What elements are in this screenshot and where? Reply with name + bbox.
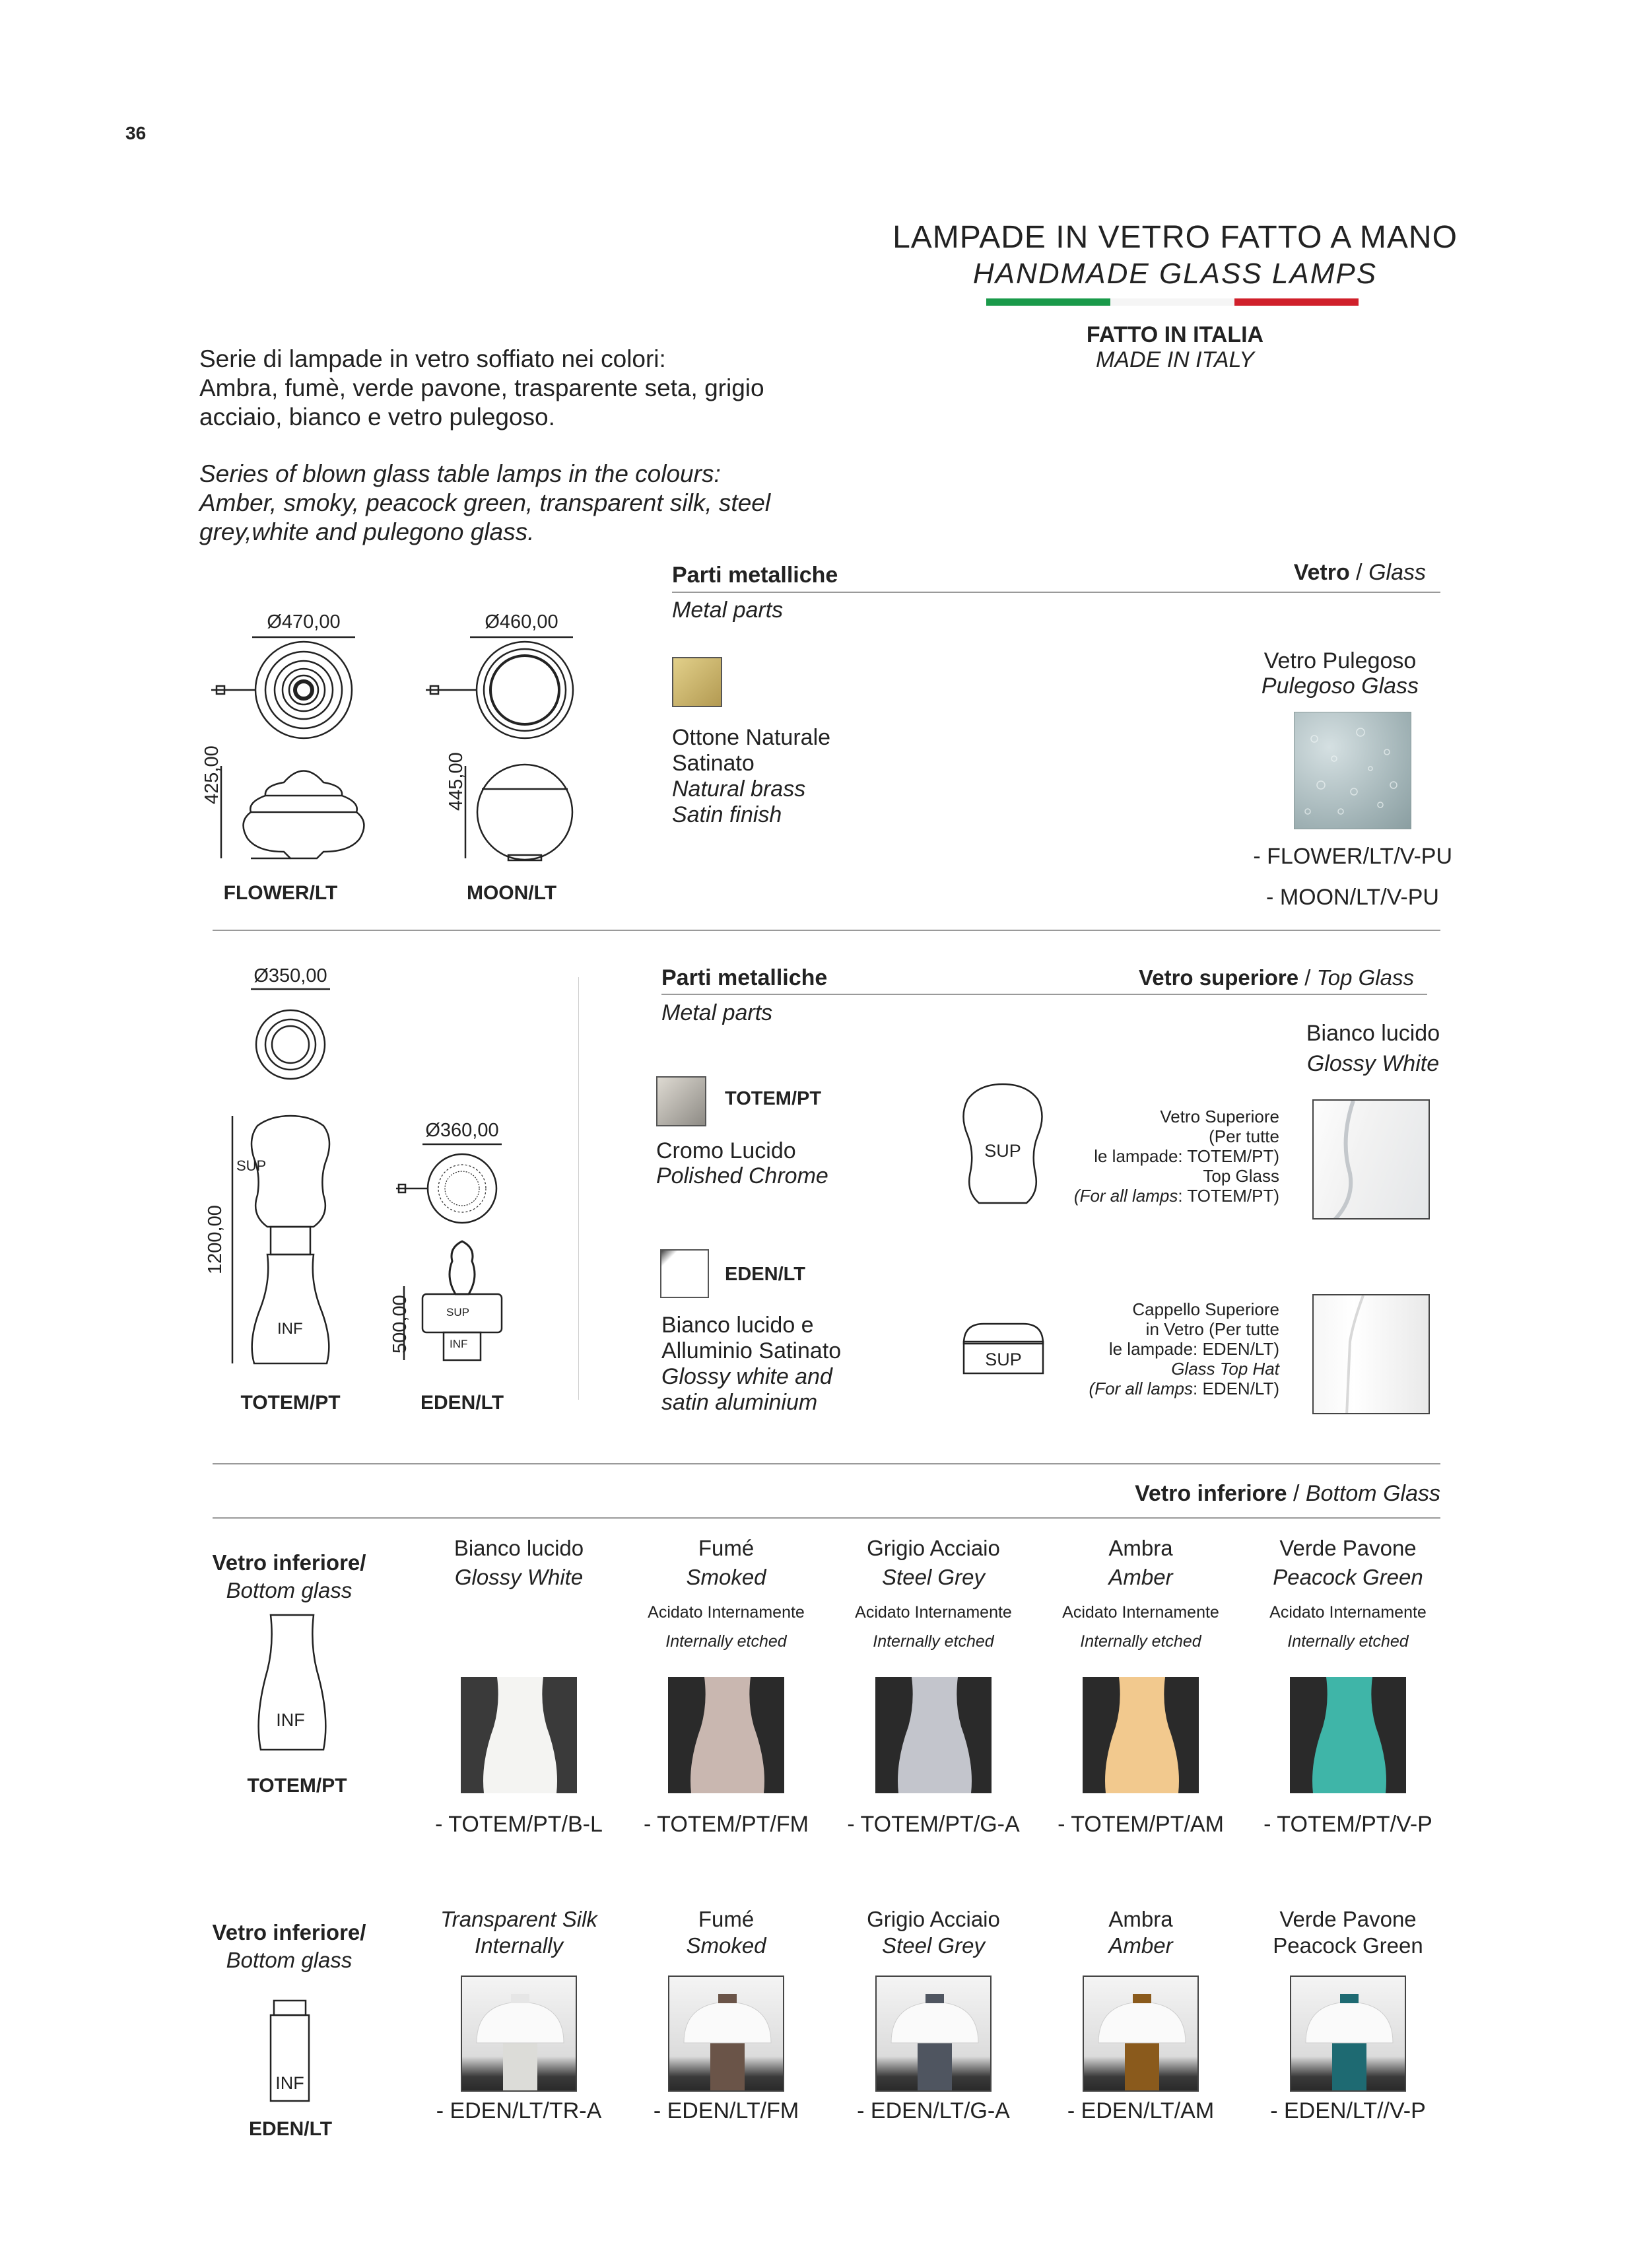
totem-variant-color-it: Bianco lucido (454, 1536, 584, 1560)
totem-variant-glass-fill (1105, 1677, 1179, 1793)
s2-metal-heading: Parti metalliche (661, 965, 828, 990)
s1-metal-heading: Parti metalliche (672, 563, 838, 588)
totem-plan-drawing (251, 989, 330, 1079)
totem-variant-photo (668, 1677, 784, 1793)
section1-divider (213, 930, 1440, 931)
eden-inf-label: INF (450, 1338, 468, 1350)
eden-top-sup-label: SUP (985, 1350, 1022, 1369)
eden-diameter: Ø360,00 (425, 1120, 499, 1141)
totem-row-side-it: Vetro inferiore/ (212, 1550, 366, 1575)
totem-variant-color-en: Glossy White (454, 1565, 584, 1589)
totem-variant-photo (1290, 1677, 1406, 1793)
bottom-glass-heading: Vetro inferiore / Bottom Glass (1135, 1481, 1440, 1506)
eden-metal-swatch (660, 1249, 709, 1298)
eden-height: 500,00 (389, 1295, 411, 1354)
eden-variant-top-knob (718, 1994, 737, 2003)
s2-top-glass-heading: Vetro superiore / Top Glass (1139, 965, 1414, 990)
flag-white-stripe (1110, 298, 1234, 306)
pulegoso-bubbles (1295, 712, 1411, 829)
totem-diameter: Ø350,00 (253, 965, 327, 986)
totem-variant-color-it: Verde Pavone (1279, 1536, 1417, 1560)
eden-variant-photo (1290, 1976, 1406, 2092)
flag-green-stripe (986, 298, 1110, 306)
eden-bottom-cap (274, 2001, 306, 2015)
totem-variant-etched-en: Internally etched (873, 1632, 994, 1651)
flower-plan-drawing (211, 637, 355, 738)
totem-variant-glass-fill (483, 1677, 557, 1793)
flower-height: 425,00 (201, 745, 222, 804)
title-english: HANDMADE GLASS LAMPS (972, 258, 1378, 290)
moon-model-label: MOON/LT (466, 882, 557, 904)
totem-variant-color-en: Steel Grey (882, 1565, 985, 1589)
flag-red-stripe (1234, 298, 1359, 306)
totem-inf-label: INF (277, 1320, 303, 1338)
totem-variant-etched-en: Internally etched (1287, 1632, 1409, 1651)
totem-variant-etched-it: Acidato Internamente (1269, 1603, 1427, 1622)
chrome-it: Cromo Lucido (656, 1138, 796, 1163)
totem-bottom-inf-label: INF (276, 1710, 305, 1730)
eden-variant-top-hat (891, 2002, 978, 2043)
eden-variant-color-it: Grigio Acciaio (867, 1907, 1000, 1931)
pulegoso-swatch-photo (1294, 712, 1411, 829)
totem-variant-code: - TOTEM/PT/FM (644, 1812, 809, 1837)
intro-italian: Serie di lampade in vetro soffiato nei colori: Ambra, fumè, verde pavone, trasparente seta, grigio acciaio, bianco e vetro pulegoso. (199, 345, 764, 430)
eden-sup-label: SUP (446, 1306, 469, 1319)
pulegoso-it: Vetro Pulegoso (1263, 648, 1417, 673)
eden-variant-code: - EDEN/LT//V-P (1270, 2098, 1426, 2123)
eden-variant-top-knob (1340, 1994, 1359, 2003)
eden-row-side-en: Bottom glass (226, 1948, 353, 1972)
eden-variant-lamp-shape (1291, 1977, 1406, 2092)
eden-variant-bottom-glass (1125, 2042, 1159, 2092)
totem-variant-glass-shape (1290, 1677, 1406, 1793)
eden-variant-color-it: Fumé (698, 1907, 755, 1931)
eden-variant-color-en: Steel Grey (882, 1933, 985, 1958)
s1-metal-heading-en: Metal parts (672, 598, 784, 623)
totem-variant-color-en: Smoked (686, 1565, 766, 1589)
eden-variant-code: - EDEN/LT/AM (1067, 2098, 1215, 2123)
brass-text: Ottone Naturale Satinato Natural brass Satin finish (672, 725, 831, 827)
flower-diameter: Ø470,00 (267, 611, 341, 633)
totem-height: 1200,00 (205, 1205, 226, 1274)
eden-variant-top-hat (1098, 2002, 1186, 2043)
totem-row-side-en: Bottom glass (226, 1578, 353, 1602)
totem-variant-color-en: Amber (1108, 1565, 1173, 1589)
moon-diameter: Ø460,00 (485, 611, 558, 633)
totem-top-glass-curve (1314, 1101, 1430, 1220)
totem-variant-code: - TOTEM/PT/V-P (1263, 1812, 1432, 1837)
eden-variant-color-en: Amber (1108, 1933, 1173, 1958)
totem-variant-photo (1083, 1677, 1199, 1793)
totem-top-description: Vetro Superiore (Per tutte le lampade: TOTEM/PT) Top Glass (For all lamps: TOTEM/PT) (1073, 1107, 1279, 1206)
top-glass-color-en: Glossy White (1306, 1051, 1440, 1076)
totem-variant-photo (461, 1677, 577, 1793)
eden-variant-top-hat (477, 2002, 564, 2043)
totem-variant-code: - TOTEM/PT/B-L (435, 1812, 603, 1837)
section2-vertical-divider (578, 977, 579, 1400)
totem-variant-etched-it: Acidato Internamente (1062, 1603, 1219, 1622)
totem-variant-etched-en: Internally etched (665, 1632, 787, 1651)
totem-variant-glass-fill (690, 1677, 764, 1793)
eden-variant-top-hat (684, 2002, 771, 2043)
chrome-code: TOTEM/PT (725, 1088, 822, 1109)
chrome-en: Polished Chrome (656, 1163, 828, 1188)
eden-variant-top-knob (925, 1994, 944, 2003)
eden-variant-code: - EDEN/LT/TR-A (436, 2098, 602, 2123)
eden-variant-bottom-glass (918, 2042, 952, 2092)
eden-bottom-inf-label: INF (275, 2073, 304, 2093)
eden-variant-top-hat (1306, 2002, 1393, 2043)
totem-top-sup-label: SUP (984, 1141, 1021, 1161)
s1-heading-rule (672, 592, 1440, 593)
eden-variant-bottom-glass (1332, 2042, 1366, 2092)
totem-variant-glass-fill (898, 1677, 972, 1793)
totem-variant-glass-shape (875, 1677, 992, 1793)
totem-model-label: TOTEM/PT (240, 1392, 341, 1414)
s1-glass-heading: Vetro / Glass (1293, 560, 1426, 585)
eden-variant-photo (875, 1976, 992, 2092)
eden-variant-code: - EDEN/LT/G-A (857, 2098, 1010, 2123)
eden-top-description: Cappello Superiore in Vetro (Per tutte le lampade: EDEN/LT) Glass Top Hat (For all lamps: EDEN/LT) (1089, 1299, 1279, 1398)
made-in-italy-it: FATTO IN ITALIA (1086, 322, 1264, 347)
eden-top-hat-photo (1312, 1294, 1430, 1414)
totem-variant-glass-shape (668, 1677, 784, 1793)
eden-plan-drawing (396, 1144, 502, 1223)
brass-swatch (672, 657, 722, 707)
eden-variant-lamp-shape (462, 1977, 577, 2092)
totem-variant-code: - TOTEM/PT/G-A (847, 1812, 1020, 1837)
pulegoso-en: Pulegoso Glass (1261, 673, 1419, 699)
flower-model-label: FLOWER/LT (223, 882, 338, 904)
eden-top-hat-curve (1314, 1295, 1430, 1414)
totem-sup-label: SUP (236, 1157, 267, 1174)
top-glass-color-it: Bianco lucido (1306, 1021, 1440, 1046)
totem-variant-glass-fill (1312, 1677, 1386, 1793)
moon-pulegoso-code: - MOON/LT/V-PU (1266, 885, 1439, 910)
eden-variant-bottom-glass (710, 2042, 745, 2092)
eden-variant-photo (1083, 1976, 1199, 2092)
eden-variant-color-en: Peacock Green (1273, 1933, 1423, 1958)
moon-height: 445,00 (446, 752, 467, 811)
eden-variant-top-knob (1133, 1994, 1151, 2003)
eden-variant-color-it: Verde Pavone (1279, 1907, 1417, 1931)
eden-variant-photo (668, 1976, 784, 2092)
eden-bottom-model-label: EDEN/LT (248, 2118, 333, 2140)
totem-variant-etched-it: Acidato Internamente (855, 1603, 1012, 1622)
eden-metal-text: Bianco lucido e Alluminio Satinato Glossy white and satin aluminium (661, 1313, 842, 1415)
totem-variant-color-it: Ambra (1108, 1536, 1173, 1560)
intro-english: Series of blown glass table lamps in the colours: Amber, smoky, peacock green, transparent silk, steel grey,white and pulegono glass. (199, 460, 771, 545)
eden-model-label: EDEN/LT (420, 1392, 504, 1414)
totem-variant-code: - TOTEM/PT/AM (1058, 1812, 1224, 1837)
flower-elevation-drawing (221, 766, 364, 858)
eden-variant-color-en: Internally (475, 1933, 563, 1958)
moon-elevation-drawing (465, 765, 572, 860)
totem-variant-etched-en: Internally etched (1080, 1632, 1201, 1651)
eden-variant-color-en: Smoked (686, 1933, 766, 1958)
eden-variant-bottom-glass (503, 2042, 537, 2092)
eden-variant-color-it: Transparent Silk (440, 1907, 597, 1931)
totem-variant-glass-shape (1083, 1677, 1199, 1793)
s2-metal-heading-en: Metal parts (661, 1000, 773, 1025)
eden-variant-lamp-shape (877, 1977, 992, 2092)
eden-bottom-drawing (0, 0, 1, 1)
eden-variant-photo (461, 1976, 577, 2092)
totem-top-glass-photo (1312, 1099, 1430, 1220)
totem-variant-glass-shape (461, 1677, 577, 1793)
eden-variant-color-it: Ambra (1108, 1907, 1173, 1931)
eden-variant-lamp-shape (1084, 1977, 1199, 2092)
eden-row-side-it: Vetro inferiore/ (212, 1920, 366, 1944)
totem-variant-color-it: Grigio Acciaio (867, 1536, 1000, 1560)
bottom-glass-rule (213, 1517, 1440, 1519)
section2-divider (213, 1463, 1440, 1464)
totem-bottom-model-label: TOTEM/PT (247, 1775, 347, 1797)
eden-variant-lamp-shape (669, 1977, 784, 2092)
eden-metal-code: EDEN/LT (725, 1264, 805, 1285)
totem-variant-photo (875, 1677, 992, 1793)
chrome-swatch (656, 1076, 706, 1126)
made-in-italy-en: MADE IN ITALY (1096, 347, 1254, 372)
s2-heading-rule (661, 994, 1427, 995)
flower-pulegoso-code: - FLOWER/LT/V-PU (1253, 844, 1452, 869)
eden-variant-code: - EDEN/LT/FM (653, 2098, 799, 2123)
eden-variant-top-knob (511, 1994, 529, 2003)
totem-variant-color-it: Fumé (698, 1536, 755, 1560)
totem-variant-etched-it: Acidato Internamente (648, 1603, 805, 1622)
totem-variant-color-en: Peacock Green (1273, 1565, 1423, 1589)
page-number: 36 (125, 123, 147, 143)
title-italian: LAMPADE IN VETRO FATTO A MANO (892, 220, 1458, 255)
